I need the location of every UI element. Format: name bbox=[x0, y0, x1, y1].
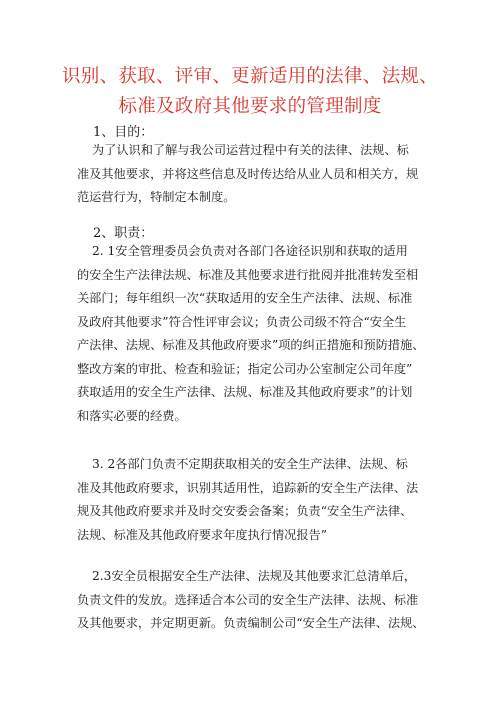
paragraph-line: 3. 2各部门负责不定期获取相关的安全生产法律、法规、标 bbox=[92, 457, 408, 471]
paragraph-line: 准及其他政府要求，识别其适用性，追踪新的安全生产法律、法 bbox=[77, 480, 419, 495]
paragraph-line: 负责文件的发放。选择适合本公司的安全生产法律、法规、标准 bbox=[77, 592, 419, 607]
paragraph-line: 规及其他政府要求并及时交安委会备案；负责“安全生产法律、 bbox=[77, 504, 413, 518]
paragraph-line: 和落实必要的经费。 bbox=[77, 408, 187, 423]
section-2-3-paragraph bbox=[77, 565, 427, 636]
paragraph-line: 准及其他要求，并将这些信息及时传达给从业人员和相关方，规 bbox=[77, 166, 419, 181]
paragraph-line: 的安全生产法律法规、标准及其他要求进行批阅并批准转发至相 bbox=[77, 267, 419, 282]
paragraph-line: 获取适用的安全生产法律、法规、标准及其他政府要求”的计划 bbox=[77, 385, 413, 399]
paragraph-line: 及其他要求，并定期更新。负责编制公司“安全生产法律、法规、 bbox=[77, 616, 425, 630]
section-2-1-paragraph bbox=[77, 240, 427, 428]
paragraph-line: 及政府其他要求”符合性评审会议；负责公司级不符合“安全生 bbox=[77, 314, 407, 329]
section-2-heading: 2、职责： bbox=[93, 226, 154, 241]
paragraph-line: 为了认识和了解与我公司运营过程中有关的法律、法规、标 bbox=[92, 143, 409, 157]
paragraph-line: 范运营行为，特制定本制度。 bbox=[77, 190, 236, 204]
paragraph-line: 产法律、法规、标准及其他政府要求”项的纠正措施和预防措施、 bbox=[77, 338, 425, 352]
section-1-heading: 1、目的： bbox=[93, 125, 154, 140]
section-1-paragraph bbox=[77, 139, 427, 210]
paragraph-line: 2. 1安全管理委员会负责对各部门各途径识别和获取的适用 bbox=[92, 244, 408, 258]
document-title-line-1: 识别、获取、评审、更新适用的法律、法规、 bbox=[61, 66, 438, 87]
document-title-line-2: 标准及政府其他要求的管理制度 bbox=[118, 96, 382, 117]
paragraph-line: 关部门；每年组织一次“获取适用的安全生产法律、法规、标准 bbox=[77, 291, 413, 305]
section-2-2-paragraph bbox=[77, 453, 427, 547]
paragraph-line: 2.3安全员根据安全生产法律、法规及其他要求汇总清单后， bbox=[92, 569, 417, 583]
paragraph-line: 法规、标准及其他政府要求年度执行情况报告” bbox=[77, 527, 327, 542]
paragraph-line: 整改方案的审批、检查和验证；指定公司办公室制定公司年度” bbox=[77, 361, 413, 376]
